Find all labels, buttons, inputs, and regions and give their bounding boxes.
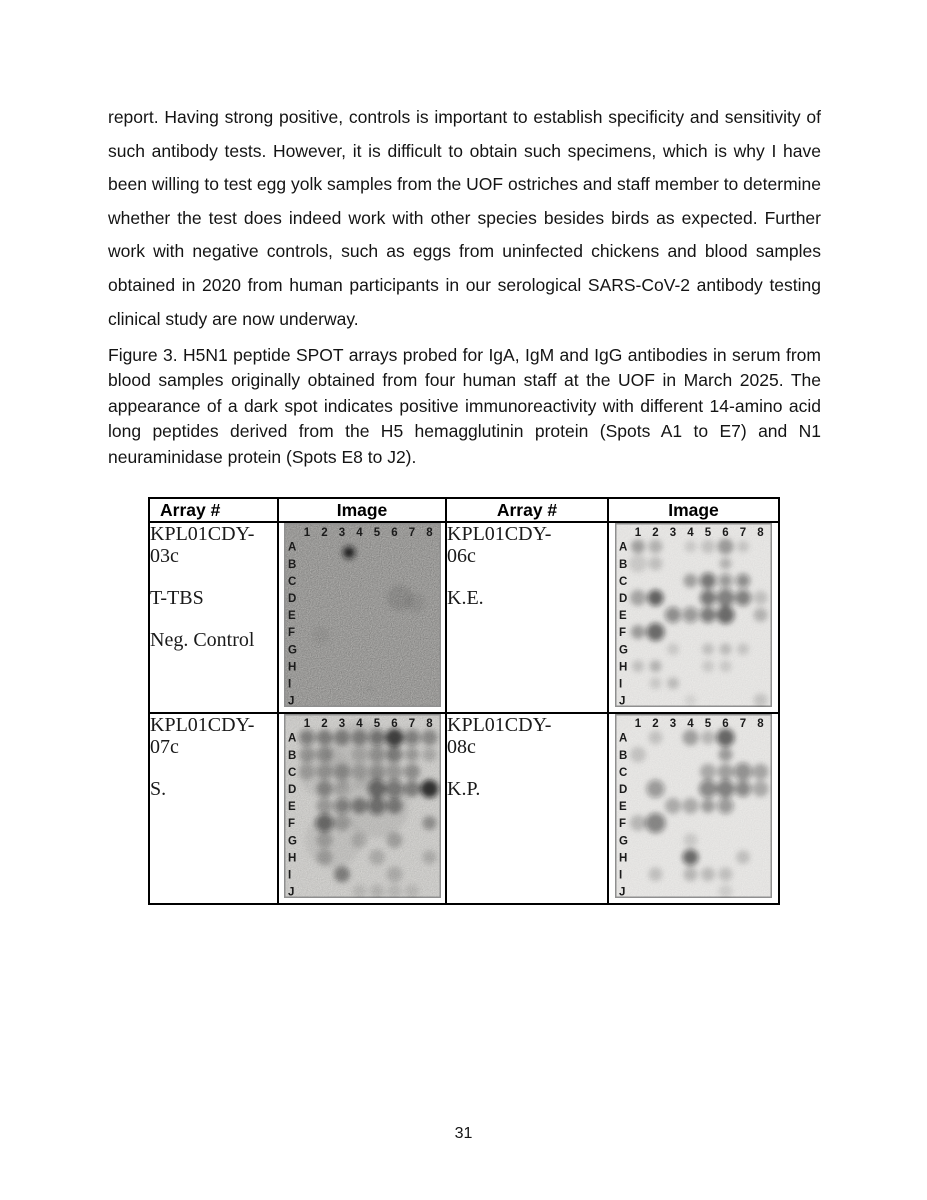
array-id-gap (150, 758, 277, 778)
row-letter-label: I (619, 678, 623, 691)
row-letter-label: C (619, 575, 628, 588)
row-letter-label: G (619, 835, 628, 848)
column-number-label: 4 (687, 718, 694, 730)
column-number-label: 3 (338, 718, 345, 730)
page-number: 31 (454, 1125, 473, 1142)
row-letter-label: E (287, 610, 296, 623)
row-letter-label: J (287, 695, 294, 707)
row-letter-label: C (287, 575, 296, 588)
spot-array-scan (284, 714, 441, 898)
row-letter-label: B (287, 558, 296, 571)
row-letter-label: B (287, 749, 296, 762)
column-number-label: 2 (652, 527, 659, 539)
row-letter-label: C (619, 766, 628, 779)
column-number-label: 8 (425, 718, 433, 730)
row-letter-label: J (619, 886, 626, 898)
row-letter-label: A (287, 541, 296, 554)
array-id-gap (447, 758, 607, 778)
array-id-gap (447, 567, 607, 587)
row-letter-label: I (619, 869, 623, 882)
array-image-cell (278, 522, 446, 713)
array-id-line: 08c (447, 736, 476, 758)
array-id-line: Neg. Control (150, 629, 255, 651)
array-id-line: S. (150, 778, 167, 800)
row-letter-label: G (287, 644, 297, 657)
array-id-line: K.E. (447, 587, 484, 609)
row-letter-label: F (287, 627, 295, 640)
array-id-gap (150, 609, 277, 629)
array-image-cell (608, 522, 779, 713)
column-number-label: 7 (408, 527, 415, 539)
column-number-label: 1 (303, 718, 310, 730)
array-id-line: T-TBS (150, 587, 204, 609)
row-letter-label: D (287, 593, 296, 605)
row-letter-label: F (619, 818, 627, 831)
column-number-label: 2 (320, 718, 328, 730)
array-image-cell (608, 713, 779, 904)
row-letter-label: A (619, 541, 628, 554)
column-number-label: 7 (739, 527, 747, 539)
row-letter-label: B (619, 749, 628, 762)
column-number-label: 5 (373, 718, 380, 730)
row-letter-label: G (619, 644, 628, 657)
header-array-number-2: Array # (446, 498, 608, 522)
row-letter-label: I (287, 678, 291, 691)
column-number-label: 1 (634, 718, 642, 730)
body-paragraph: report. Having strong positive, controls is important to establish specificity and sensitivity of such antibody tests. However, it is difficult to obtain such specimens, which is why I have been willing to test egg yolk samples from the UOF ostriches and staff member to determine whether the test does indeed work with other species besides birds as expected. Further work with negative controls, such as eggs from uninfected chickens and blood samples obtained in 2020 from human participants in our serological SARS-CoV-2 antibody testing clinical study are now underway. (108, 107, 821, 329)
column-number-label: 6 (722, 718, 729, 730)
array-id-line: KPL01CDY- (150, 714, 255, 736)
column-number-label: 4 (355, 718, 363, 730)
row-letter-label: I (287, 869, 291, 882)
column-number-label: 7 (408, 718, 415, 730)
array-id-line: KPL01CDY- (150, 523, 255, 545)
spot-array-scan (615, 523, 772, 707)
column-number-label: 3 (669, 718, 677, 730)
column-number-label: 4 (687, 527, 694, 539)
array-id-cell (149, 713, 278, 904)
header-image-1: Image (278, 498, 446, 522)
column-number-label: 3 (669, 527, 677, 539)
row-letter-label: E (619, 610, 627, 623)
row-letter-label: H (619, 661, 628, 674)
array-id-line: KPL01CDY- (447, 714, 552, 736)
column-number-label: 6 (390, 527, 398, 539)
spot-array-scan (615, 714, 772, 898)
row-letter-label: H (619, 852, 628, 865)
row-letter-label: J (619, 695, 626, 707)
row-letter-label: D (287, 784, 296, 796)
row-letter-label: J (287, 886, 294, 898)
column-number-label: 2 (652, 718, 659, 730)
header-image-2: Image (608, 498, 779, 522)
array-id-gap (150, 567, 277, 587)
row-letter-label: A (619, 732, 628, 745)
column-number-label: 1 (634, 527, 642, 539)
row-letter-label: C (287, 766, 296, 779)
column-number-label: 8 (757, 718, 764, 730)
row-letter-label: B (619, 558, 628, 571)
column-number-label: 6 (390, 718, 398, 730)
column-number-label: 4 (355, 527, 363, 539)
row-letter-label: G (287, 835, 297, 848)
column-number-label: 2 (320, 527, 328, 539)
row-letter-label: A (287, 732, 296, 745)
row-letter-label: E (287, 801, 296, 814)
row-letter-label: H (287, 852, 296, 865)
row-letter-label: F (287, 818, 295, 831)
array-id-line: 07c (150, 736, 179, 758)
figure-caption: Figure 3. H5N1 peptide SPOT arrays probed for IgA, IgM and IgG antibodies in serum from blood samples originally obtained from four human staff at the UOF in March 2025. The appearance of a dark spot indicates positive immunoreactivity with different 14-amino acid long peptides derived from the H5 hemagglutinin protein (Spots A1 to E7) and N1 neuraminidase protein (Spots E8 to J2). (108, 345, 821, 467)
row-letter-label: H (287, 661, 296, 674)
column-number-label: 6 (722, 527, 729, 539)
column-number-label: 8 (757, 527, 764, 539)
array-id-line: 06c (447, 545, 476, 567)
column-number-label: 7 (739, 718, 747, 730)
row-letter-label: D (619, 593, 628, 605)
column-number-label: 3 (338, 527, 345, 539)
array-id-cell (149, 522, 278, 713)
array-image-cell (278, 713, 446, 904)
spot-array-table (148, 497, 780, 905)
array-id-cell (446, 713, 608, 904)
scan-noise (285, 525, 439, 706)
column-number-label: 8 (425, 527, 433, 539)
column-number-label: 5 (704, 527, 712, 539)
row-letter-label: E (619, 801, 627, 814)
table-header-row (149, 498, 779, 522)
array-id-line: K.P. (447, 778, 481, 800)
row-letter-label: F (619, 627, 627, 640)
column-number-label: 1 (303, 527, 310, 539)
array-id-line: KPL01CDY- (447, 523, 552, 545)
row-letter-label: D (619, 784, 628, 796)
column-number-label: 5 (704, 718, 712, 730)
array-id-line: 03c (150, 545, 179, 567)
array-id-cell (446, 522, 608, 713)
spot-array-scan (284, 523, 441, 707)
table-row (149, 522, 779, 713)
table-row (149, 713, 779, 904)
column-number-label: 5 (373, 527, 380, 539)
header-array-number-1: Array # (149, 498, 278, 522)
